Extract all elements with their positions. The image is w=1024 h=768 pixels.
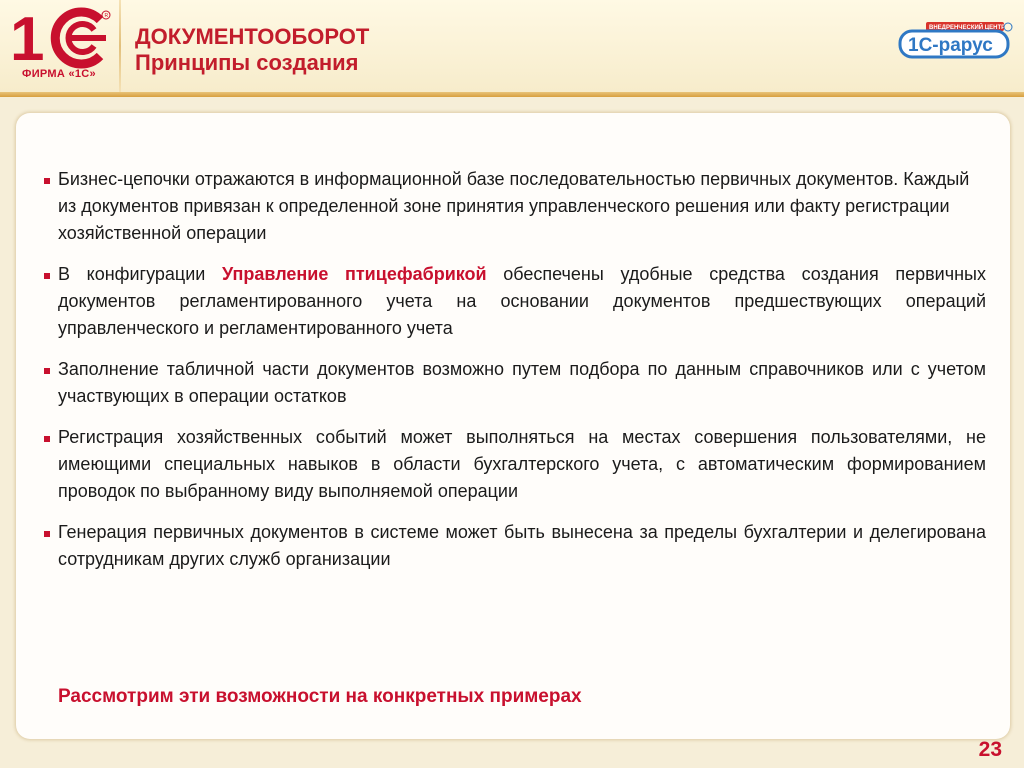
svg-text:1С-рарус: 1С-рарус <box>908 35 993 56</box>
conclusion-text: Рассмотрим эти возможности на конкретных примерах <box>58 686 582 707</box>
bullet-marker-icon <box>44 178 50 184</box>
bullet-text: Регистрация хозяйственных событий может выполняться на местах совершения пользователями, не имеющими специальных навыков в области бухгалтерского учета, с автоматическим формированием проводок по выбранному виду выполняемой операции <box>58 427 986 501</box>
header-divider <box>0 92 1024 97</box>
logo-separator <box>119 0 121 92</box>
bullet-text: В конфигурации <box>58 264 206 284</box>
bullet-marker-icon <box>44 273 50 279</box>
bullet-marker-icon <box>44 368 50 374</box>
bullet-text: Генерация первичных документов в системе может быть вынесена за пределы бухгалтерии и делегирована сотрудникам других служб организации <box>58 522 986 569</box>
bullet-item <box>40 424 986 505</box>
page-number: 23 <box>978 738 1002 761</box>
bullet-item <box>40 261 986 342</box>
bullet-item <box>40 519 986 573</box>
bullet-text: Бизнес-цепочки отражаются в информационной базе последовательностью первичных документов. Каждый из документов привязан к определенной зоне принятия управленческого решения или факту регистрации хозяйственной операции <box>58 169 970 243</box>
bullet-marker-icon <box>44 436 50 442</box>
bullet-item <box>40 356 986 410</box>
bullet-list <box>40 166 986 587</box>
bullet-text: обеспечены удобные средства создания первичных документов регламентированного учета на основании документов предшествующих операций управленческого и регламентированного учета <box>58 264 986 338</box>
page-title: ДОКУМЕНТООБОРОТ <box>135 24 370 49</box>
1c-rarus-logo-icon <box>898 18 1016 60</box>
bullet-item <box>40 166 986 247</box>
page-subtitle: Принципы создания <box>135 50 359 75</box>
firm-label: ФИРМА «1С» <box>22 68 96 80</box>
bullet-marker-icon <box>44 531 50 537</box>
svg-text:ВНЕДРЕНЧЕСКИЙ ЦЕНТР: ВНЕДРЕНЧЕСКИЙ ЦЕНТР <box>929 25 1006 31</box>
product-name-highlight: Управление птицефабрикой <box>221 264 487 284</box>
svg-text:R: R <box>104 13 109 19</box>
svg-text:1: 1 <box>10 6 45 74</box>
bullet-text: Заполнение табличной части документов возможно путем подбора по данным справочников или с учетом участвующих в операции остатков <box>58 359 986 406</box>
